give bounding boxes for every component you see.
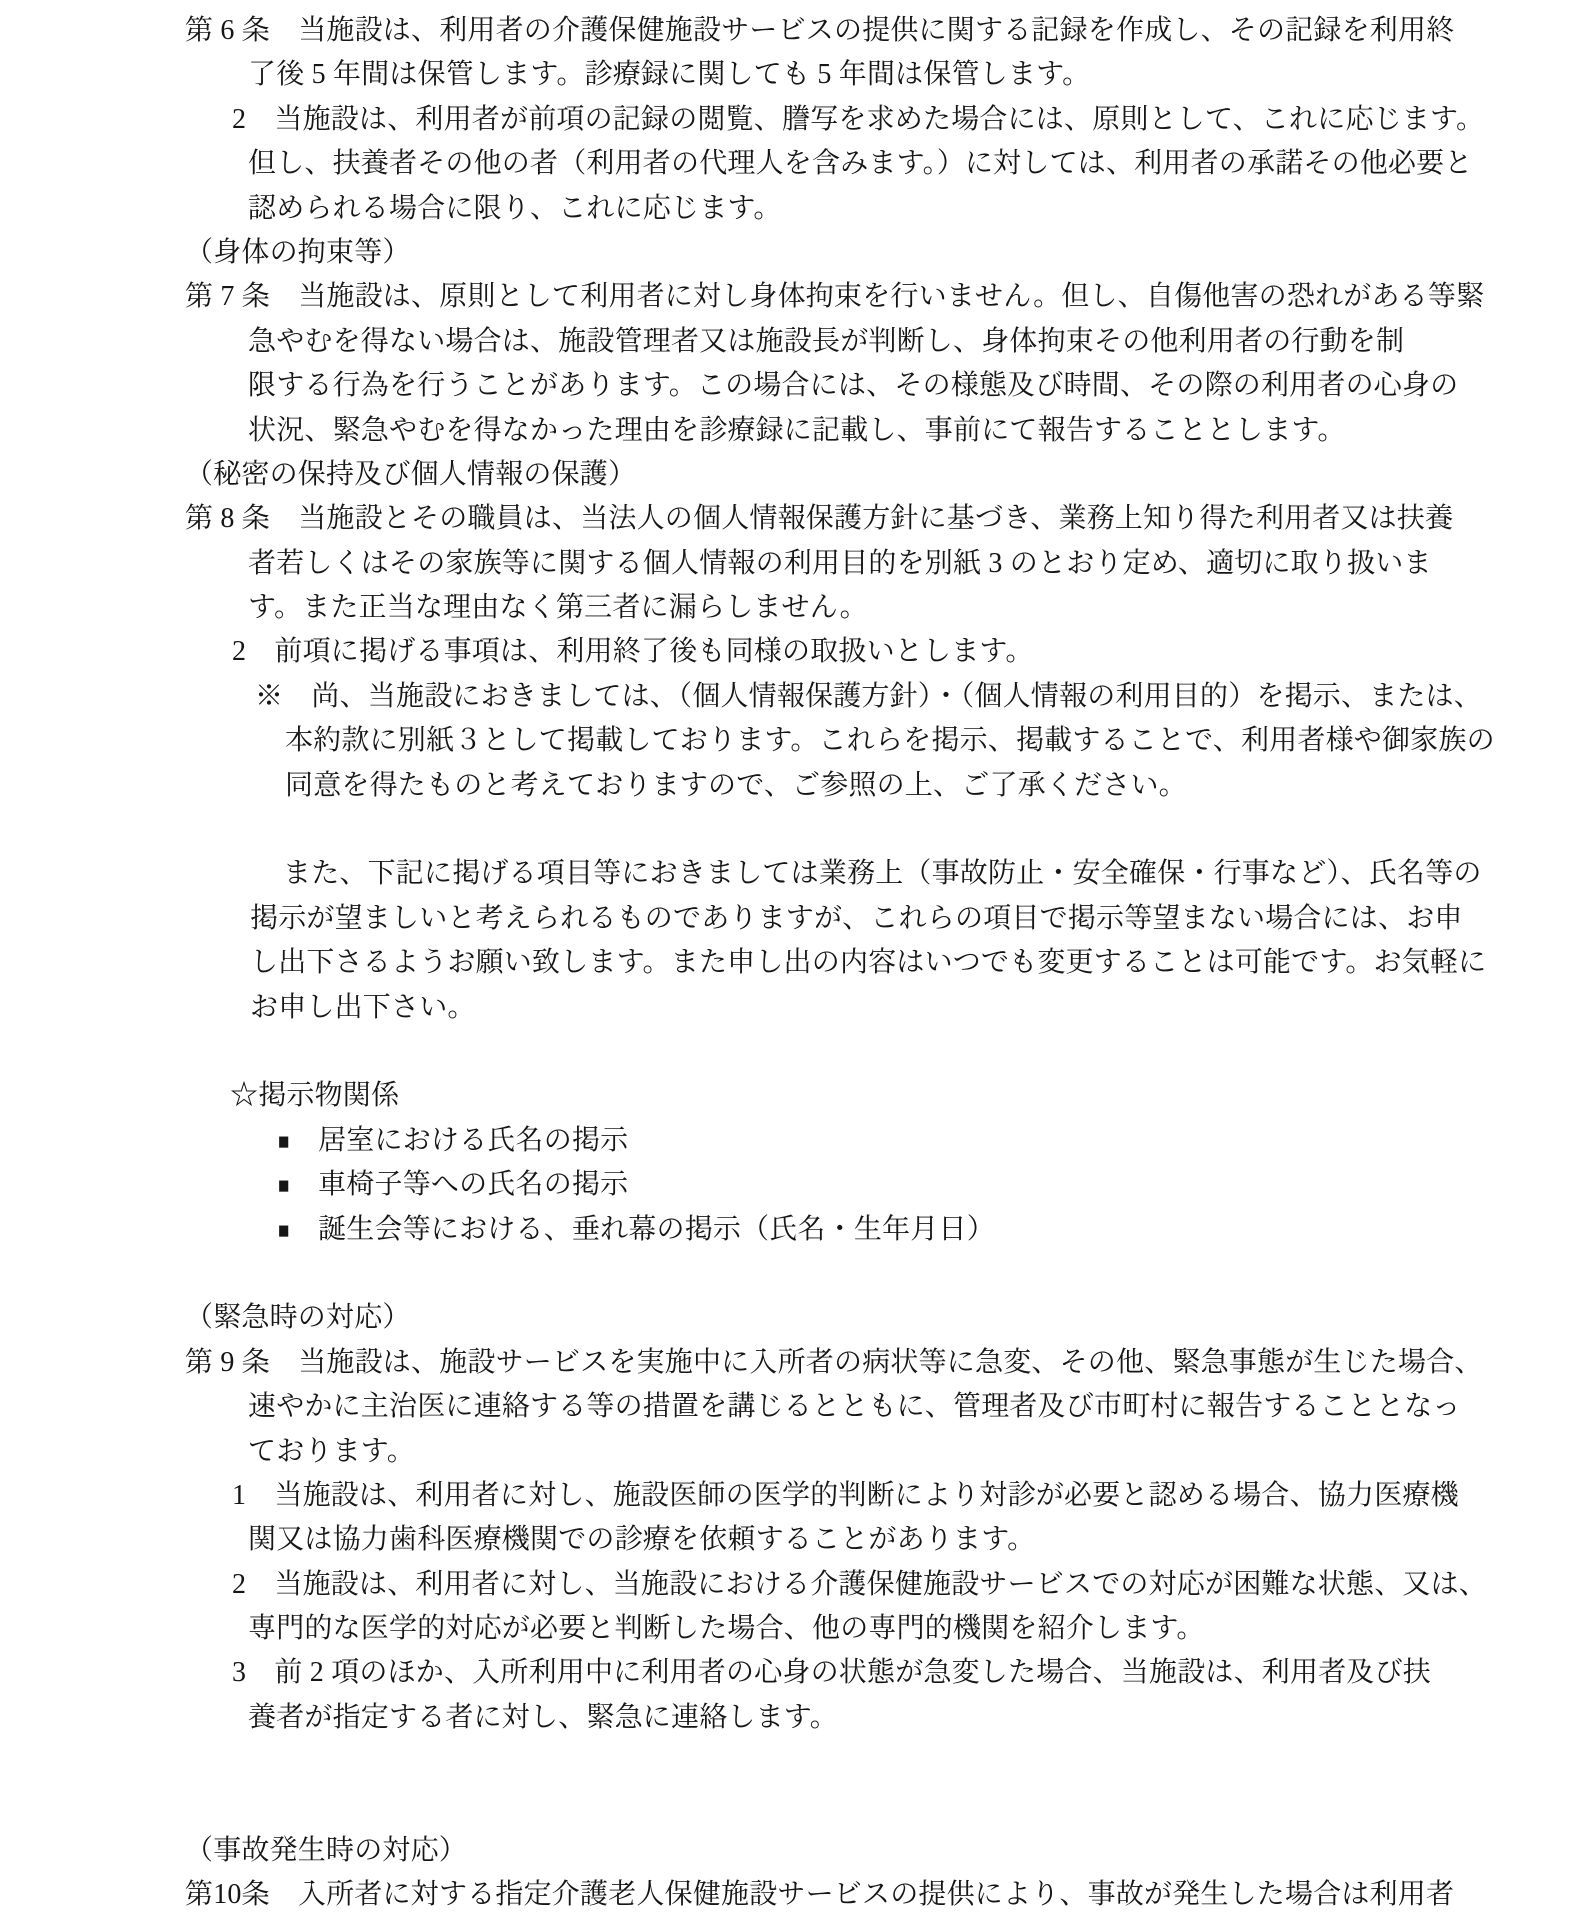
article-continuation-line: 状況、緊急やむを得なかった理由を診療録に記載し、事前にて報告することとします。 [248, 414, 1346, 446]
note-continuation-line: 同意を得たものと考えておりますので、ご参照の上、ご了承ください。 [285, 769, 1187, 801]
article-continuation-line: 関又は協力歯科医療機関での診療を依頼することがあります。 [248, 1524, 1036, 1556]
note-line: ※ 尚、当施設におきましては、（個人情報保護方針）・（個人情報の利用目的）を掲示、または、 [255, 680, 1483, 712]
article-continuation-line: 速やかに主治医に連絡する等の措置を講じるとともに、管理者及び市町村に報告することとなっ [248, 1391, 1461, 1423]
section-heading: （事故発生時の対応） [185, 1835, 468, 1867]
article-continuation-line: す。また正当な理由なく第三者に漏らしません。 [248, 592, 868, 624]
document-body [0, 9, 1591, 1918]
blank-line [0, 1740, 1591, 1784]
section-heading: （身体の拘束等） [185, 236, 411, 268]
article-continuation-line: 急やむを得ない場合は、施設管理者又は施設長が判断し、身体拘束その他利用者の行動を制 [248, 325, 1405, 357]
article-first-line: 第 8 条 当施設とその職員は、当法人の個人情報保護方針に基づき、業務上知り得た利用者又は扶養 [185, 503, 1454, 535]
section-heading: （秘密の保持及び個人情報の保護） [185, 458, 637, 490]
bullet-item [0, 1208, 1591, 1252]
article-continuation-line: 者若しくはその家族等に関する個人情報の利用目的を別紙 3 のとおり定め、適切に取り扱いま [248, 547, 1432, 579]
sub-item-line: 3 前 2 項のほか、入所利用中に利用者の心身の状態が急変した場合、当施設は、利用者及び扶 [232, 1657, 1432, 1689]
bullet-item-label: 誕生会等における、垂れ幕の掲示（氏名・生年月日） [318, 1213, 995, 1245]
article-first-line: 第 9 条 当施設は、施設サービスを実施中に入所者の病状等に急変、その他、緊急事態が生じた場合、 [185, 1346, 1483, 1378]
article-first-line: 第 7 条 当施設は、原則として利用者に対し身体拘束を行いません。但し、自傷他害の恐れがある等緊 [185, 281, 1485, 313]
bullet-item [0, 1163, 1591, 1207]
bullet-item-label: 車椅子等への氏名の掲示 [318, 1169, 629, 1201]
bullet-square-icon: ■ [278, 1217, 290, 1243]
bullet-item-label: 居室における氏名の掲示 [318, 1124, 629, 1156]
article-continuation-line: 限する行為を行うことがあります。この場合には、その様態及び時間、その際の利用者の心身の [248, 370, 1459, 402]
article-continuation-line: 但し、扶養者その他の者（利用者の代理人を含みます。）に対しては、利用者の承諾その他必要と [248, 148, 1473, 180]
blank-line [0, 1030, 1591, 1074]
paragraph-line: また、下記に掲げる項目等におきましては業務上（事故防止・安全確保・行事など）、氏名等の [283, 858, 1482, 890]
blank-line [0, 1252, 1591, 1296]
sub-item-line: 2 当施設は、利用者に対し、当施設における介護保健施設サービスでの対応が困難な状態、又は、 [232, 1568, 1488, 1600]
paragraph-line: 掲示が望ましいと考えられるものでありますが、これらの項目で掲示等望まない場合には、お申 [250, 902, 1463, 934]
article-continuation-line: 認められる場合に限り、これに応じます。 [248, 192, 782, 224]
note-continuation-line: 本約款に別紙３として掲載しております。これらを掲示、掲載することで、利用者様や御家族の [285, 725, 1495, 757]
article-continuation-line: 専門的な医学的対応が必要と判断した場合、他の専門的機関を紹介します。 [248, 1613, 1205, 1645]
section-heading: （緊急時の対応） [185, 1302, 411, 1334]
bullet-item [0, 1119, 1591, 1163]
sub-item-line: 2 前項に掲げる事項は、利用終了後も同様の取扱いとします。 [232, 636, 1034, 668]
sub-item-line: 2 当施設は、利用者が前項の記録の閲覧、謄写を求めた場合には、原則として、これに応じます。 [232, 103, 1485, 135]
bullet-square-icon: ■ [278, 1173, 290, 1199]
article-continuation-line: 了後 5 年間は保管します。診療録に関しても 5 年間は保管します。 [248, 59, 1091, 91]
sub-item-line: 1 当施設は、利用者に対し、施設医師の医学的判断により対診が必要と認める場合、協力医療機 [232, 1479, 1459, 1511]
blank-line [0, 808, 1591, 852]
star-heading: ☆掲示物関係 [230, 1080, 400, 1112]
paragraph-line: し出下さるようお願い致します。また申し出の内容はいつでも変更することは可能です。お気軽に [250, 947, 1487, 979]
article-first-line: 第10条 入所者に対する指定介護老人保健施設サービスの提供により、事故が発生した場合は利用者 [185, 1879, 1455, 1911]
blank-line [0, 1785, 1591, 1829]
bullet-square-icon: ■ [278, 1128, 290, 1154]
article-continuation-line: ております。 [248, 1435, 415, 1467]
article-continuation-line: 養者が指定する者に対し、緊急に連絡します。 [248, 1701, 838, 1733]
article-first-line: 第 6 条 当施設は、利用者の介護保健施設サービスの提供に関する記録を作成し、その記録を利用終 [185, 15, 1455, 46]
paragraph-line: お申し出下さい。 [250, 991, 476, 1023]
